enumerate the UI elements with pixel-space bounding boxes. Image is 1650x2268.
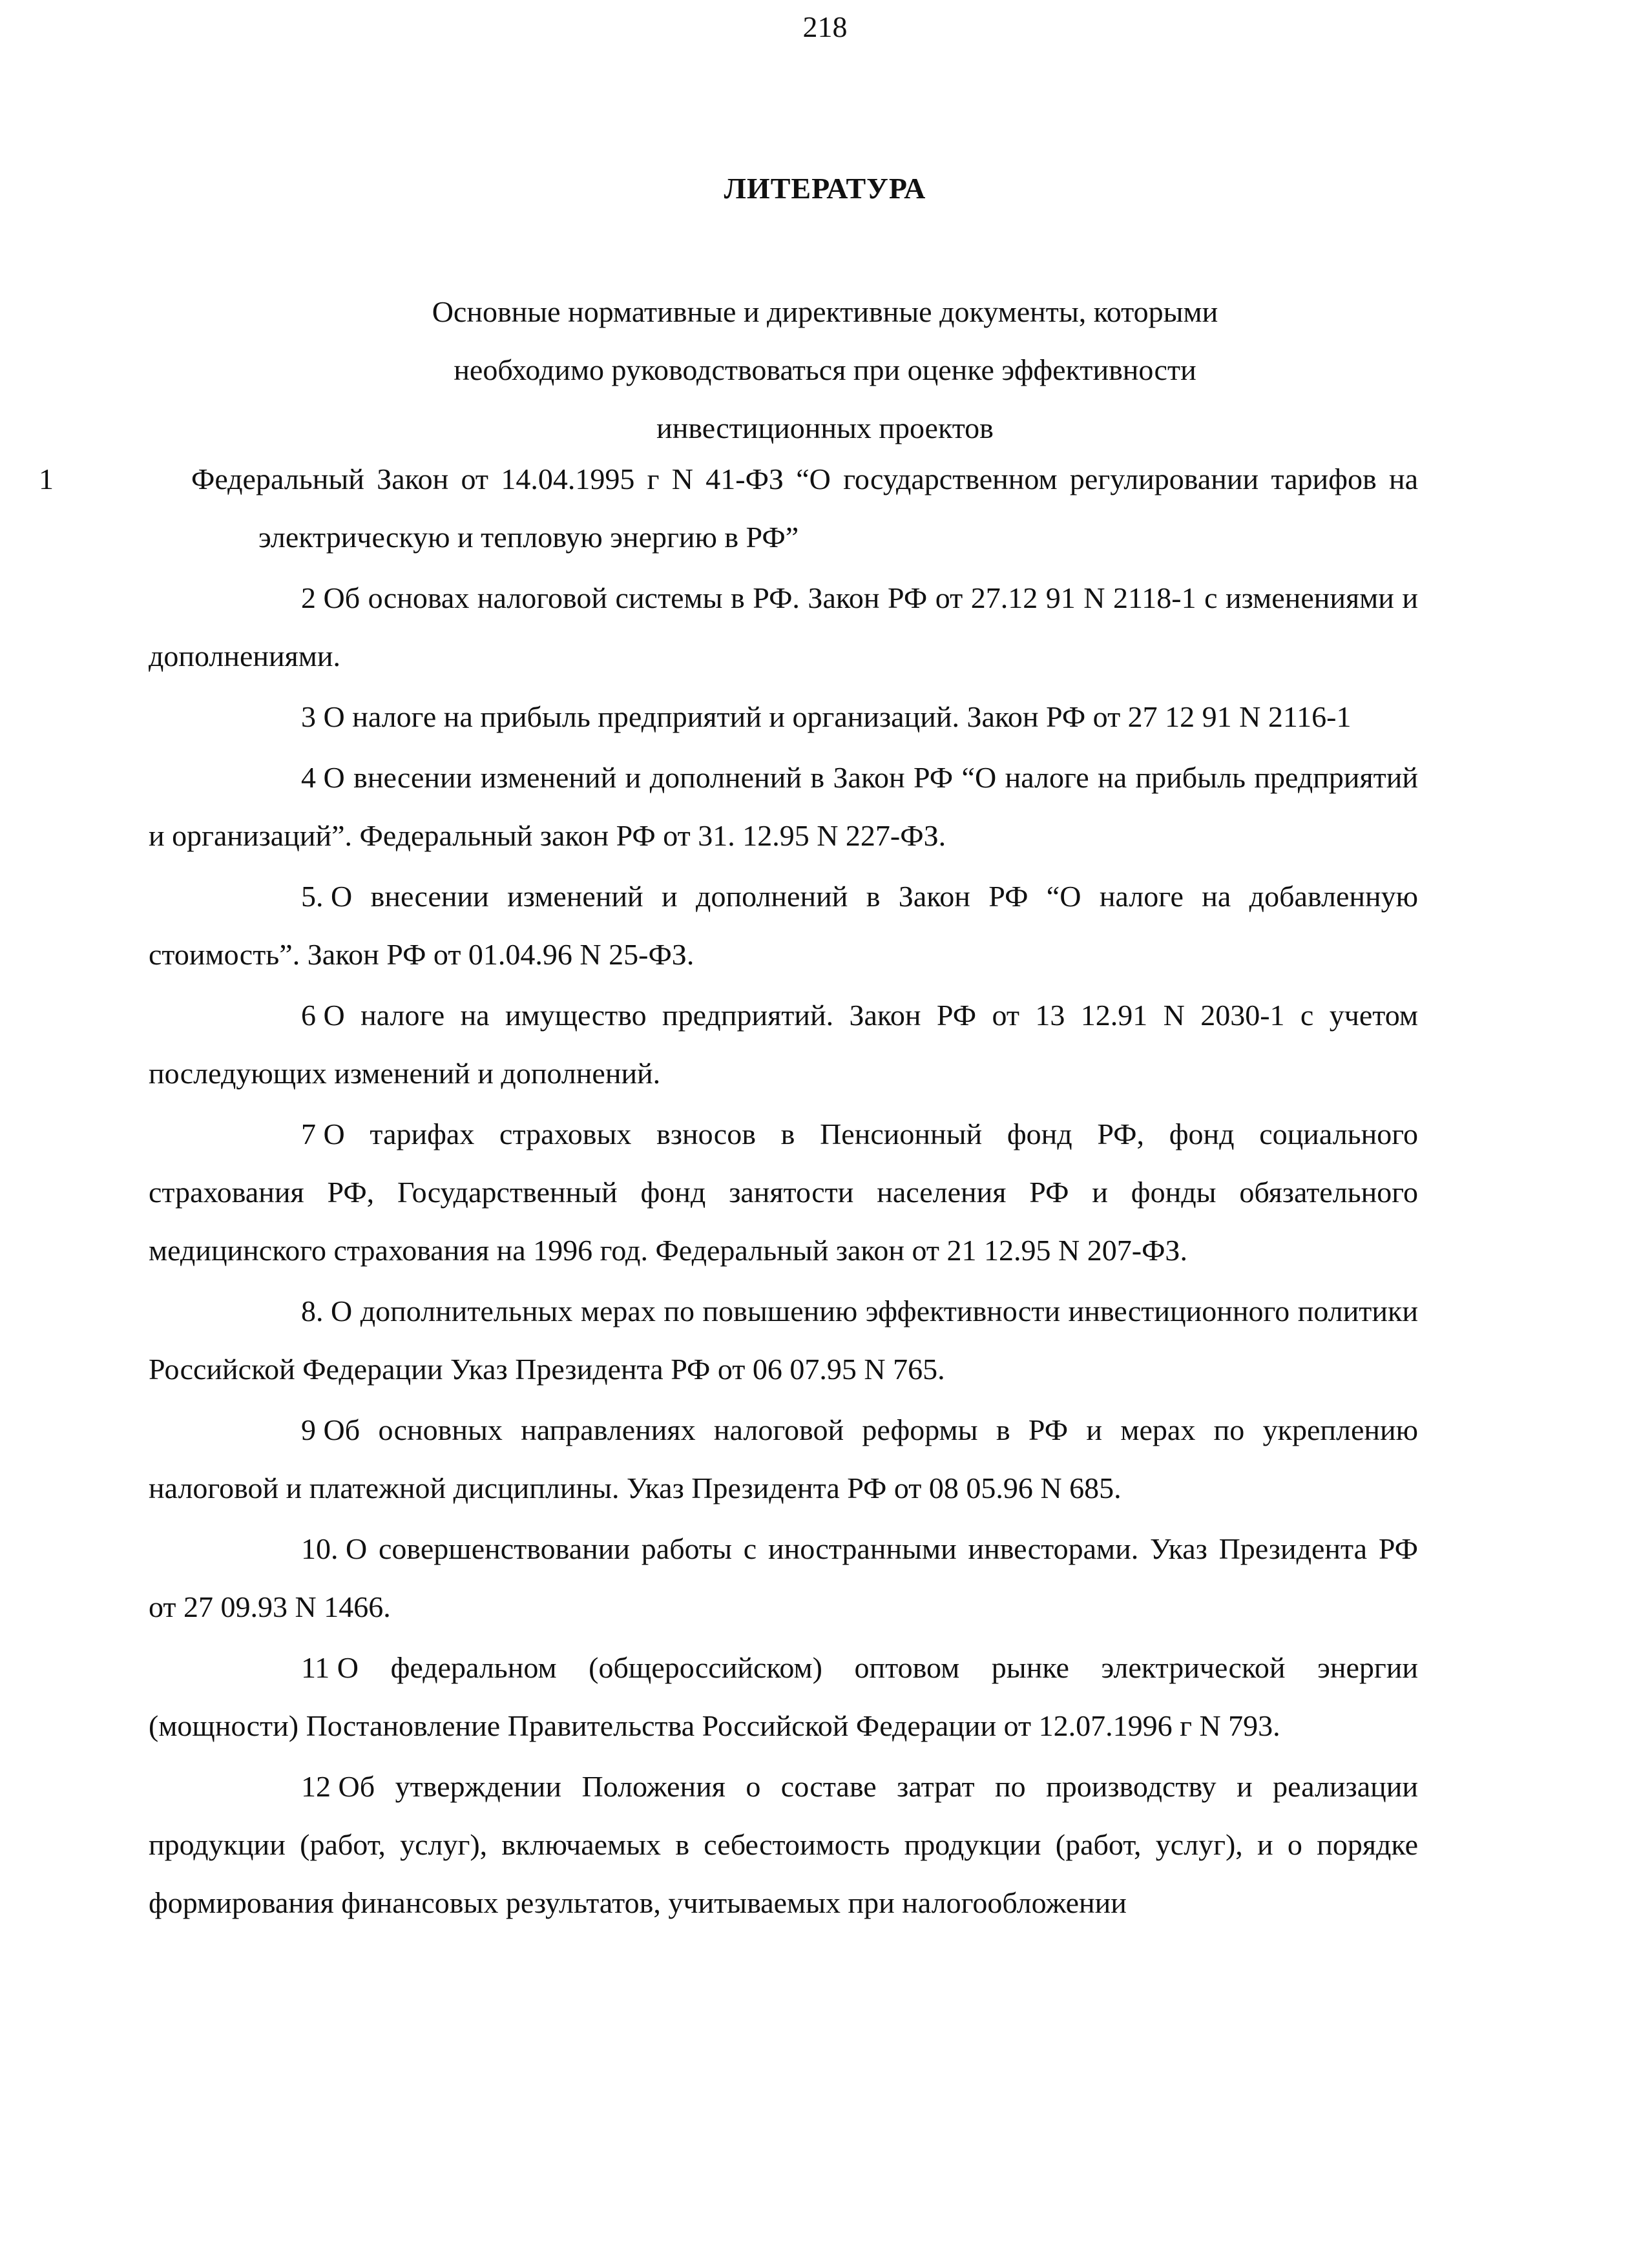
reference-number: 9 [301,1413,324,1446]
page-title: ЛИТЕРАТУРА [724,172,926,205]
subtitle-line: Основные нормативные и директивные документы, которыми [432,295,1218,328]
page-number: 218 [802,10,848,43]
reference-text: Об основных направлениях налоговой реформы в РФ и мерах по укреплению налоговой и платежной дисциплины. Указ Президента РФ от 08 05.96 N 685. [149,1413,1418,1504]
reference-item [149,1401,1418,1517]
reference-number: 4 [301,761,324,794]
reference-item [149,1105,1418,1280]
reference-number: 6 [301,999,324,1032]
reference-text: О налоге на имущество предприятий. Закон РФ от 13 12.91 N 2030-1 с учетом последующих изменений и дополнений. [149,999,1418,1090]
reference-item [39,450,1418,567]
reference-text: О внесении изменений и дополнений в Закон РФ “О налоге на добавленную стоимость”. Закон РФ от 01.04.96 N 25-ФЗ. [149,880,1418,971]
subtitle-line: инвестиционных проектов [656,411,994,444]
reference-number: 8. [301,1295,331,1327]
section-subtitle [258,283,1392,457]
reference-text: Об основах налоговой системы в РФ. Закон РФ от 27.12 91 N 2118-1 с изменениями и дополнениями. [149,581,1418,672]
reference-item [149,749,1418,865]
reference-number: 12 [301,1770,339,1803]
reference-number: 5. [301,880,331,913]
reference-number: 7 [301,1118,324,1150]
reference-item [149,1639,1418,1755]
reference-number: 3 [301,700,324,733]
reference-item [149,1520,1418,1636]
reference-item [149,868,1418,984]
reference-text: Федеральный Закон от 14.04.1995 г N 41-ФЗ “О государственном регулировании тарифов на электрическую и тепловую энергию в РФ” [191,463,1418,554]
reference-text: О федеральном (общероссийском) оптовом рынке электрической энергии (мощности) Постановление Правительства Российской Федерации от 12.07.1996 г N 793. [149,1651,1418,1742]
reference-text: О внесении изменений и дополнений в Закон РФ “О налоге на прибыль предприятий и организаций”. Федеральный закон РФ от 31. 12.95 N 227-ФЗ. [149,761,1418,852]
reference-item [149,1758,1418,1932]
reference-text: О дополнительных мерах по повышению эффективности инвестиционного политики Российской Федерации Указ Президента РФ от 06 07.95 N 765. [149,1295,1418,1386]
reference-item [149,986,1418,1103]
reference-item [149,688,1418,746]
reference-number: 10. [301,1532,346,1565]
reference-number: 1 [39,463,61,495]
reference-text: Об утверждении Положения о составе затрат по производству и реализации продукции (работ, услуг), включаемых в себестоимость продукции (работ, услуг), и о порядке формирования финансовых результатов, учитываемых при налогообложении [149,1770,1418,1919]
subtitle-line: необходимо руководствоваться при оценке эффективности [454,353,1196,386]
reference-text: О налоге на прибыль предприятий и организаций. Закон РФ от 27 12 91 N 2116-1 [323,700,1352,733]
reference-text: О совершенствовании работы с иностранными инвесторами. Указ Президента РФ от 27 09.93 N 1466. [149,1532,1418,1623]
reference-item [149,1282,1418,1399]
reference-list [39,450,1418,1935]
reference-number: 11 [301,1651,337,1684]
reference-number: 2 [301,581,324,614]
reference-text: О тарифах страховых взносов в Пенсионный фонд РФ, фонд социального страхования РФ, Государственный фонд занятости населения РФ и фонды обязательного медицинского страхования на 1996 год. Федеральный закон от 21 12.95 N 207-ФЗ. [149,1118,1418,1267]
reference-item [149,569,1418,685]
